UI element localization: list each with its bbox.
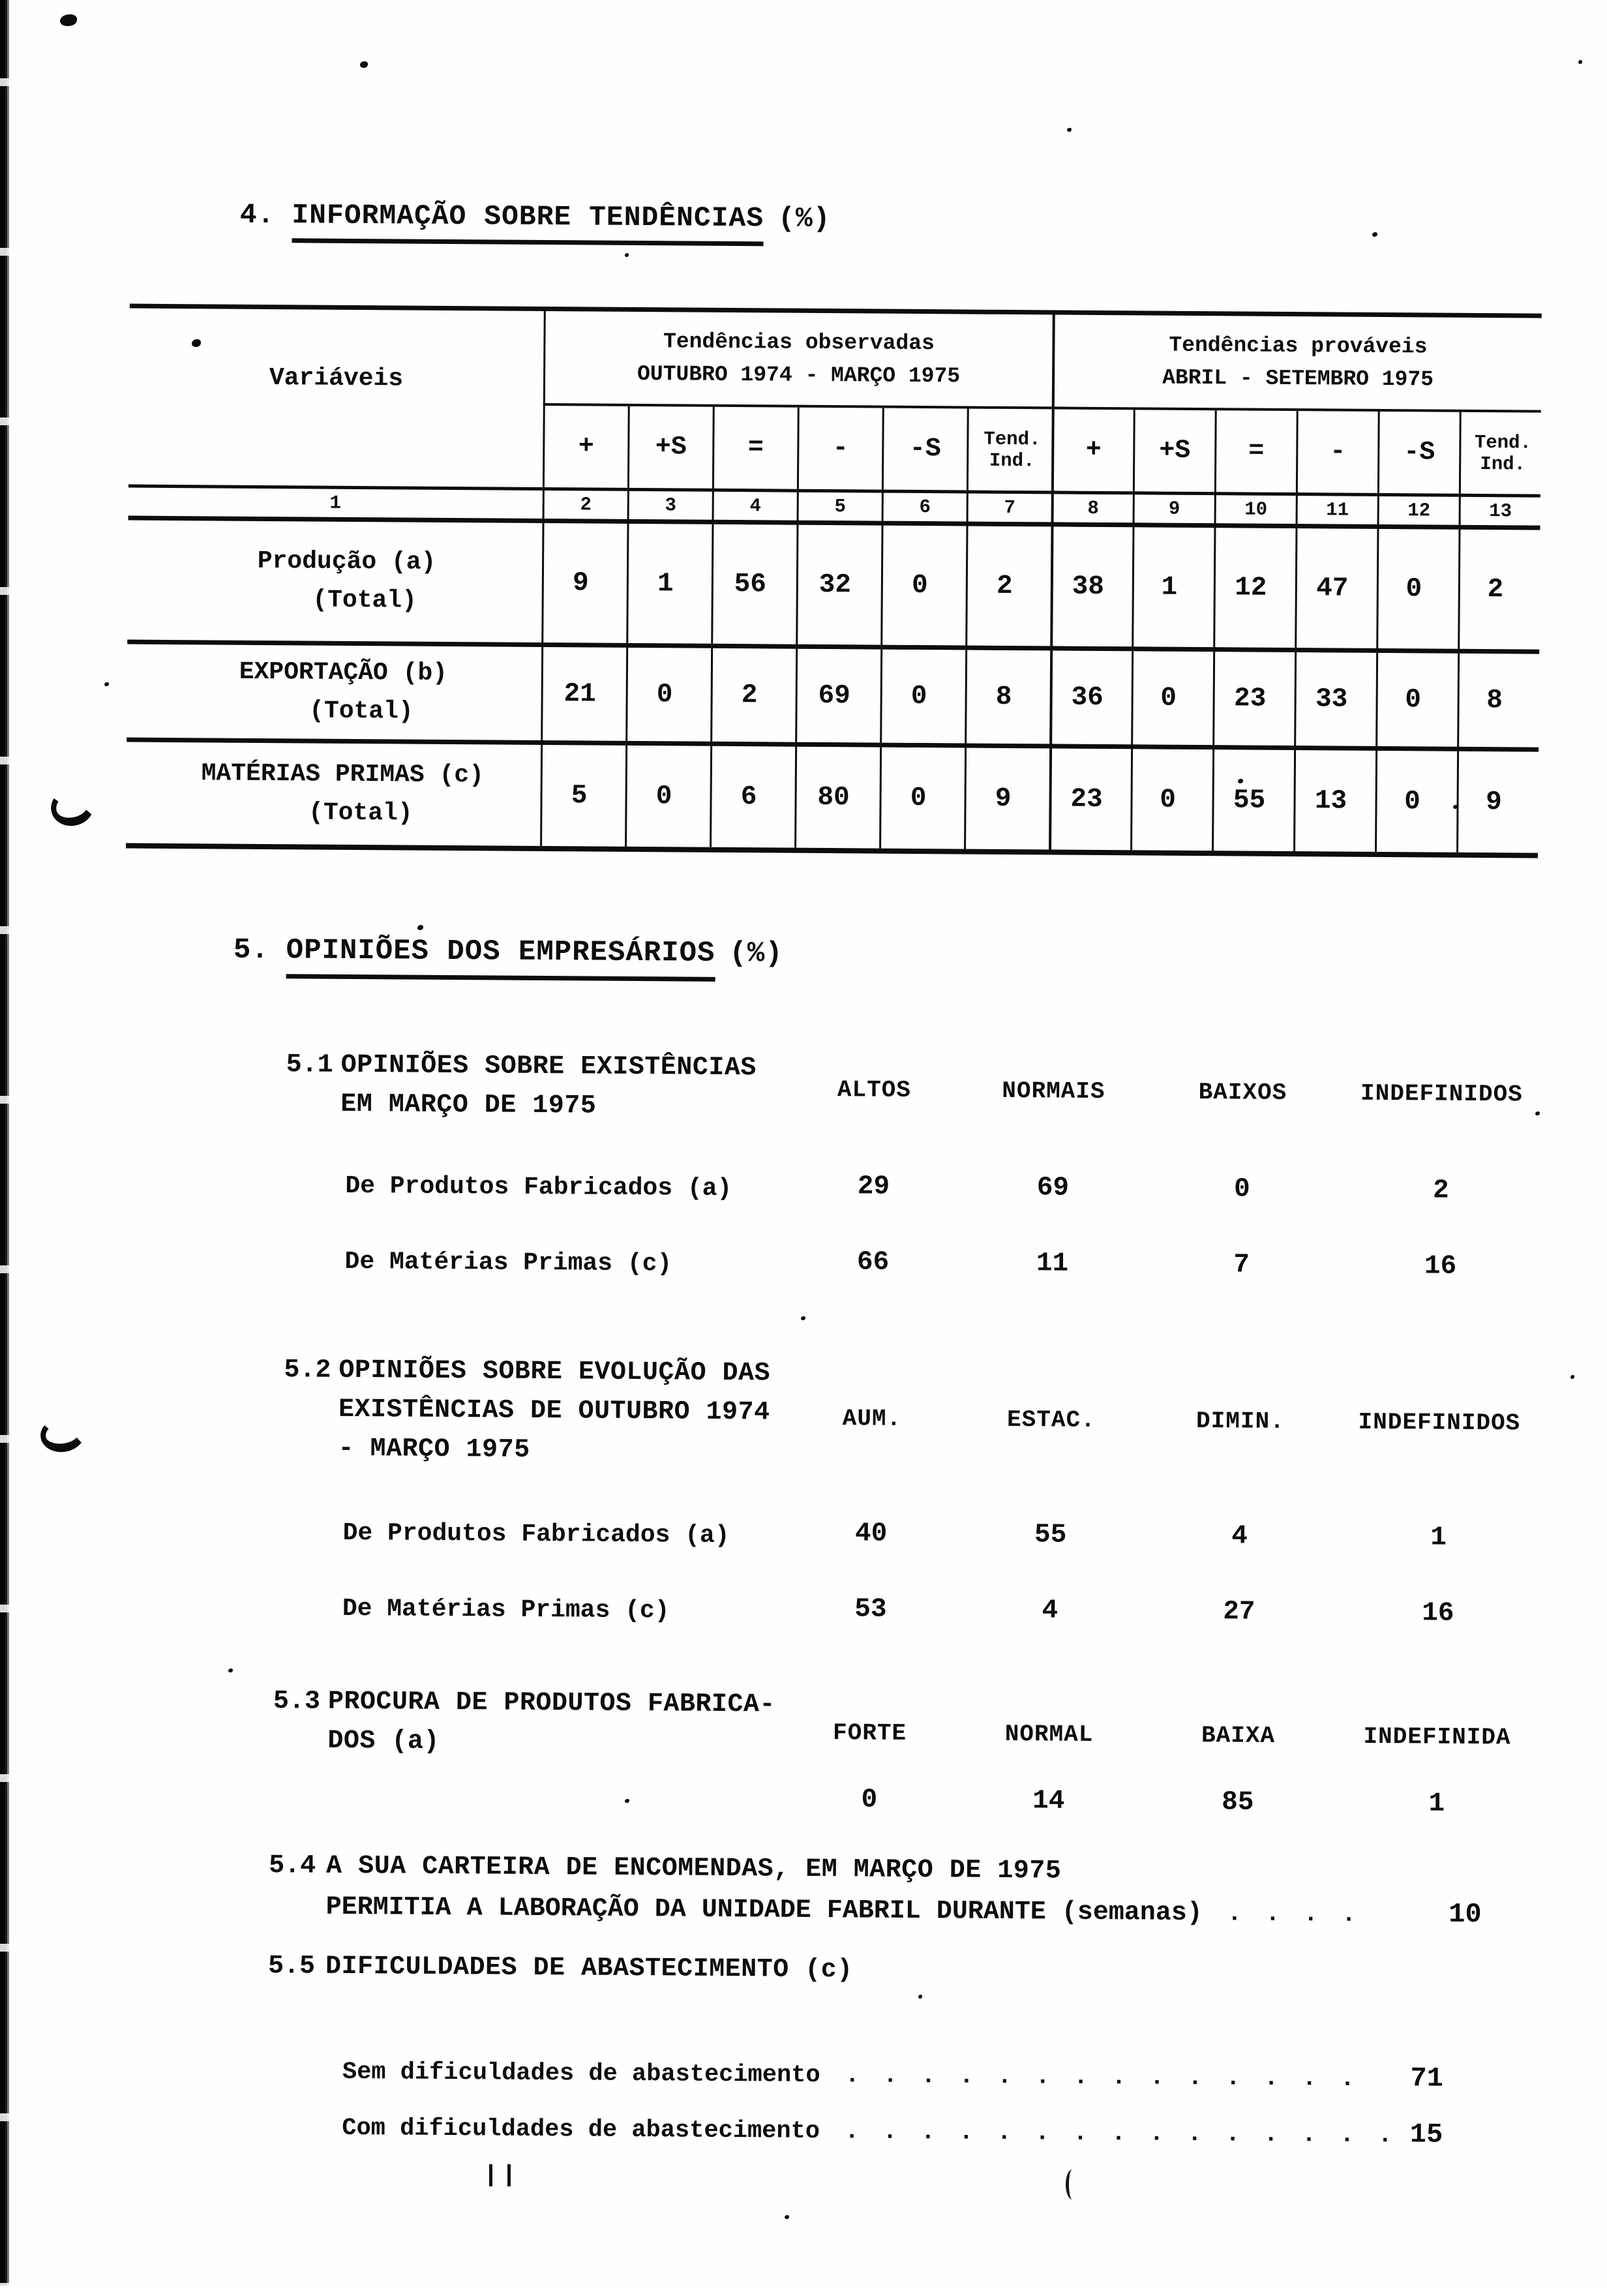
s55-com-value: 15 [1410, 2119, 1443, 2150]
table-cell: 9 [1456, 751, 1539, 853]
table-cell: 6 [710, 746, 795, 848]
table-cell: 21 [541, 647, 626, 746]
section5-title: OPINIÕES DOS EMPRESÁRIOS [286, 934, 715, 982]
s52-row2-values: 53 4 27 16 [789, 1594, 1546, 1629]
s54-line2: PERMITIA A LABORAÇÃO DA UNIDADE FABRIL DURANTE (semanas) . . . . 10 [326, 1891, 1482, 1930]
s51-title-line1: OPINIÕES SOBRE EXISTÊNCIAS [341, 1051, 757, 1083]
s51-row1-label: De Produtos Fabricados (a) [345, 1172, 732, 1203]
col-estac: ESTAC. [954, 1406, 1149, 1434]
col-plus: + [543, 406, 628, 488]
col-number: 8 [1051, 491, 1132, 527]
table-cell: 80 [794, 747, 880, 849]
s52-title-line2: EXISTÊNCIAS DE OUTUBRO 1974 [338, 1395, 770, 1428]
table-cell: 23 [1049, 748, 1131, 850]
col-tend-ind: Tend. Ind. [967, 409, 1052, 491]
table-cell: 32 [796, 525, 881, 650]
s52-row1-values: 40 55 4 1 [790, 1518, 1546, 1554]
col-altos: ALTOS [792, 1076, 955, 1104]
s53-title-line1: PROCURA DE PRODUTOS FABRICA- [328, 1687, 775, 1720]
s52-row2-label: De Matérias Primas (c) [342, 1595, 670, 1625]
col-number: 11 [1295, 492, 1377, 529]
col-normal: NORMAL [951, 1720, 1147, 1748]
table-row-producao: Produção (a) (Total) [127, 521, 542, 647]
s54-value: 10 [1449, 1899, 1482, 1930]
col-number: 13 [1458, 494, 1540, 530]
table-cell: 5 [540, 745, 625, 847]
col-dimin: DIMIN. [1149, 1408, 1332, 1436]
table-cell: 0 [880, 650, 965, 748]
col-aum: AUM. [790, 1405, 954, 1433]
s52-title-line1: OPINIÕES SOBRE EVOLUÇÃO DAS [338, 1356, 770, 1389]
section4-title: INFORMAÇÃO SOBRE TENDÊNCIAS [292, 199, 764, 246]
table-cell: 12 [1213, 528, 1295, 652]
table-cell: 0 [879, 748, 965, 849]
table-group-probable: Tendências prováveis ABRIL - SETEMBRO 1975 [1052, 314, 1542, 412]
table-cell: 0 [880, 526, 966, 650]
table-cell: 9 [964, 748, 1049, 850]
s51-title-line2: EM MARÇO DE 1975 [340, 1090, 596, 1121]
table-cell: 0 [625, 746, 710, 847]
col-number: 9 [1132, 491, 1214, 528]
col-number: 7 [966, 491, 1051, 527]
col-baixos: BAIXOS [1151, 1079, 1334, 1107]
s55-title: DIFICULDADES DE ABASTECIMENTO (c) [325, 1952, 853, 1986]
section4-heading [240, 199, 831, 247]
col-number: 12 [1377, 493, 1458, 530]
col-tend-ind: Tend. Ind. [1459, 412, 1541, 494]
col-minus: - [797, 408, 882, 490]
table-group-observed: Tendências observadas OUTUBRO 1974 - MARÇO 1975 [543, 311, 1053, 409]
col-indefinidos: INDEFINIDOS [1332, 1408, 1547, 1436]
col-plus-s: +S [1133, 410, 1215, 492]
table-cell: 33 [1294, 652, 1376, 751]
col-number: 6 [882, 490, 967, 526]
s52-row1-label: De Produtos Fabricados (a) [343, 1519, 730, 1550]
col-indefinidos: INDEFINIDOS [1334, 1080, 1549, 1108]
col-plus: + [1051, 409, 1134, 491]
table-cell: 55 [1212, 749, 1294, 851]
table-row-exportacao: EXPORTAÇÃO (b) (Total) [127, 644, 541, 745]
table-cell: 0 [625, 648, 711, 746]
col-number: 2 [543, 487, 627, 524]
table-cell: 8 [965, 650, 1050, 749]
s51-row2-values: 66 11 7 16 [791, 1247, 1548, 1282]
table-cell: 8 [1457, 654, 1539, 752]
dot-leader: . . . . . . . . . . . . . . . [845, 2118, 1397, 2149]
table-header-variables: Variáveis [128, 309, 544, 487]
table-cell: 0 [1375, 751, 1457, 853]
col-minus-s: -S [1377, 412, 1460, 494]
table-cell: 2 [1458, 530, 1540, 654]
table-cell: 56 [711, 524, 796, 649]
col-equal: = [712, 407, 798, 489]
col-number: 3 [627, 488, 712, 524]
table-cell: 0 [1375, 653, 1458, 751]
table-cell: 13 [1293, 750, 1375, 852]
col-normais: NORMAIS [955, 1077, 1151, 1105]
col-forte: FORTE [788, 1719, 951, 1747]
table-cell: 9 [541, 523, 627, 648]
section4-number: 4. [240, 199, 275, 231]
table-row-materias-primas: MATÉRIAS PRIMAS (c) (Total) [126, 742, 541, 846]
section5-heading [233, 934, 783, 982]
s53-number: 5.3 [273, 1687, 320, 1717]
s54-line1: A SUA CARTEIRA DE ENCOMENDAS, EM MARÇO DE 1975 [326, 1852, 1061, 1886]
s55-row-com: Com dificuldades de abastecimento . . . . . . . . . . . . . . . 15 [342, 2111, 1443, 2151]
table-cell: 38 [1050, 526, 1132, 651]
s53-column-headers [788, 1719, 1544, 1751]
table-cell: 69 [795, 649, 880, 748]
s55-sem-value: 71 [1410, 2062, 1443, 2094]
table-cell: 23 [1212, 652, 1295, 750]
s51-column-headers [792, 1076, 1549, 1108]
s54-number: 5.4 [269, 1851, 316, 1881]
dot-leader: . . . . . . . . . . . . . . [845, 2062, 1359, 2093]
table-cell: 0 [1131, 651, 1213, 749]
col-number: 1 [128, 485, 543, 523]
table-cell: 1 [626, 524, 712, 648]
section5-number: 5. [233, 934, 269, 967]
s52-column-headers [790, 1405, 1547, 1437]
s52-number: 5.2 [284, 1355, 331, 1385]
table-cell: 36 [1049, 650, 1132, 749]
s53-title-line2: DOS (a) [327, 1727, 440, 1757]
s51-row1-values: 29 69 0 2 [792, 1171, 1548, 1207]
col-number: 4 [712, 489, 797, 525]
table-cell: 2 [965, 526, 1051, 651]
s55-number: 5.5 [268, 1952, 315, 1982]
section4-suffix: (%) [778, 202, 831, 235]
trends-table [126, 304, 1542, 858]
col-minus: - [1296, 411, 1378, 493]
s51-row2-label: De Matérias Primas (c) [344, 1248, 672, 1278]
table-cell: 2 [710, 648, 796, 747]
s52-title-line3: - MARÇO 1975 [338, 1434, 530, 1465]
col-number: 10 [1214, 492, 1295, 528]
s55-row-sem: Sem dificuldades de abastecimento . . . . . . . . . . . . . . 71 [342, 2055, 1443, 2094]
section5-suffix: (%) [729, 937, 783, 971]
col-equal: = [1214, 410, 1297, 492]
table-cell: 0 [1376, 529, 1458, 654]
col-minus-s: -S [882, 408, 967, 491]
col-indefinida: INDEFINIDA [1329, 1723, 1544, 1751]
col-plus-s: +S [627, 406, 713, 489]
col-number: 5 [797, 489, 882, 526]
s51-number: 5.1 [286, 1050, 333, 1080]
col-baixa: BAIXA [1147, 1721, 1329, 1749]
table-cell: 0 [1130, 749, 1212, 851]
table-cell: 1 [1132, 527, 1214, 652]
table-cell: 47 [1295, 528, 1377, 653]
s53-values: 0 14 85 1 [788, 1785, 1544, 1820]
dot-leader: . . . . [1227, 1900, 1361, 1928]
